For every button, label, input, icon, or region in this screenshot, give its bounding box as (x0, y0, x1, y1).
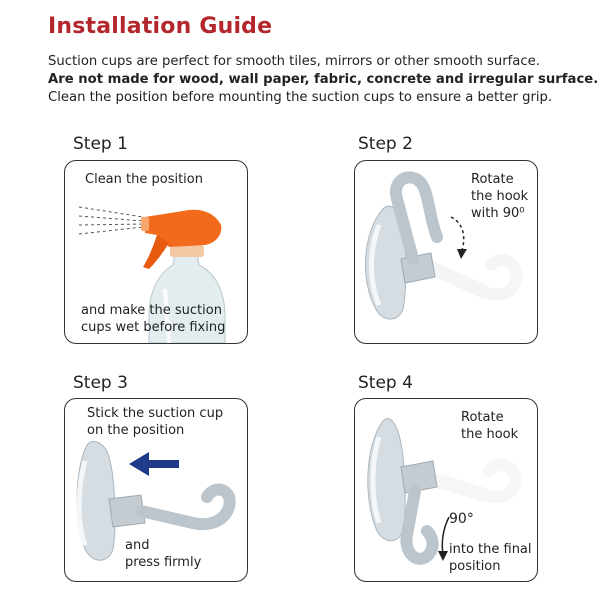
step-2-text-3: with 90⁰ (471, 206, 525, 221)
step-3-label: Step 3 (73, 373, 128, 393)
step-4-text-bottom-1: into the final (449, 542, 532, 557)
step-3-text-bottom-2: press firmly (125, 555, 202, 570)
step-3-text-top-1: Stick the suction cup (87, 406, 224, 421)
intro-line-3: Clean the position before mounting the suction cups to ensure a better grip. (48, 90, 553, 105)
step-2-text-1: Rotate (471, 172, 514, 187)
step-1-panel (64, 160, 248, 344)
step-3-text-top-2: on the position (87, 423, 185, 438)
step-4-panel (354, 398, 538, 582)
step-2-text-2: the hook (471, 189, 529, 204)
step-4-angle: 90° (449, 511, 474, 527)
step-4-text-2: the hook (461, 427, 519, 442)
step-1-label: Step 1 (73, 134, 128, 154)
step-2-panel (354, 160, 538, 344)
step-1-text-bottom-1: and make the suction (81, 303, 222, 318)
step-3-panel (64, 398, 248, 582)
step-3-text-bottom-1: and (125, 538, 150, 553)
intro-line-1: Suction cups are perfect for smooth tiles, mirrors or other smooth surface. (48, 54, 540, 69)
push-direction-arrow (129, 452, 179, 476)
intro-text (48, 53, 598, 107)
step-4-text-1: Rotate (461, 410, 504, 425)
step-1-text-top: Clean the position (85, 172, 203, 187)
step-4-label: Step 4 (358, 373, 413, 393)
guide-title: Installation Guide (48, 14, 273, 39)
step-4-text-bottom-2: position (449, 559, 501, 574)
step-1-text-bottom-2: cups wet before fixing (81, 320, 226, 335)
step-2-label: Step 2 (358, 134, 413, 154)
intro-line-2: Are not made for wood, wall paper, fabric, concrete and irregular surface. (48, 72, 599, 87)
